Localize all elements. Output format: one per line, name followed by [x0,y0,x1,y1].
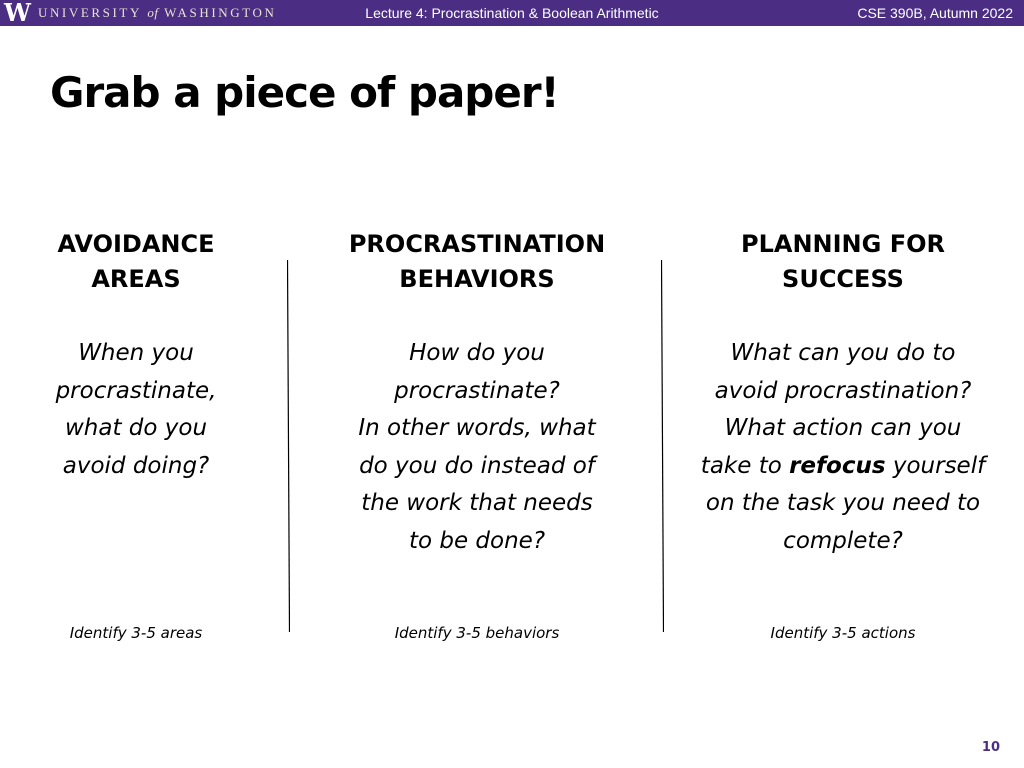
column-heading [30,227,242,297]
course-label: CSE 390B, Autumn 2022 [857,5,1013,21]
wordmark-of: of [147,5,159,20]
lecture-title-text: Lecture 4: Procrastination & Boolean Arithmetic [365,5,659,21]
body-line: avoid doing? [62,452,210,479]
uw-w-logo-icon: W [4,0,30,27]
header-bar [0,0,1024,26]
column-avoidance-areas [30,227,242,485]
column-footer: Identify 3-5 areas [69,624,203,642]
body-line: to be done? [408,527,546,554]
wordmark-university: UNIVERSITY [37,5,142,20]
body-line: avoid procrastination? [714,377,972,404]
heading-line: PROCRASTINATION [348,230,606,258]
body-line: What action can you [724,415,962,441]
body-line: In other words, what [358,415,596,441]
body-text: take to [700,452,790,479]
body-line: How do you [409,340,545,366]
page-number: 10 [981,740,1000,755]
body-line: complete? [783,527,903,554]
column-divider [287,260,290,632]
column-planning-for-success [688,227,998,560]
body-text: yourself [885,452,986,479]
body-line: do you do instead of [359,452,595,479]
column-body [688,335,998,560]
body-line: procrastinate? [394,377,560,404]
body-line: what do you [64,415,208,441]
column-footer: Identify 3-5 actions [770,624,916,642]
column-heading [330,227,624,297]
column-body [30,335,242,485]
column-procrastination-behaviors [330,227,624,560]
emphasis-refocus: refocus [789,452,886,479]
slide-title: Grab a piece of paper! [50,68,559,117]
heading-line: BEHAVIORS [399,265,555,293]
heading-line: SUCCESS [782,265,904,293]
body-line: procrastinate, [55,377,217,404]
body-line: When you [78,340,194,366]
wordmark-washington: WASHINGTON [164,5,277,20]
column-heading [688,227,998,297]
heading-line: AREAS [91,265,181,293]
body-line: What can you do to [730,340,956,366]
column-footer: Identify 3-5 behaviors [394,624,560,642]
heading-line: PLANNING FOR [741,230,945,258]
body-line: on the task you need to [705,490,981,516]
column-divider [661,260,664,632]
heading-line: AVOIDANCE [57,230,215,258]
column-body [330,335,624,560]
body-line: the work that needs [361,490,593,516]
body-line [688,448,998,486]
